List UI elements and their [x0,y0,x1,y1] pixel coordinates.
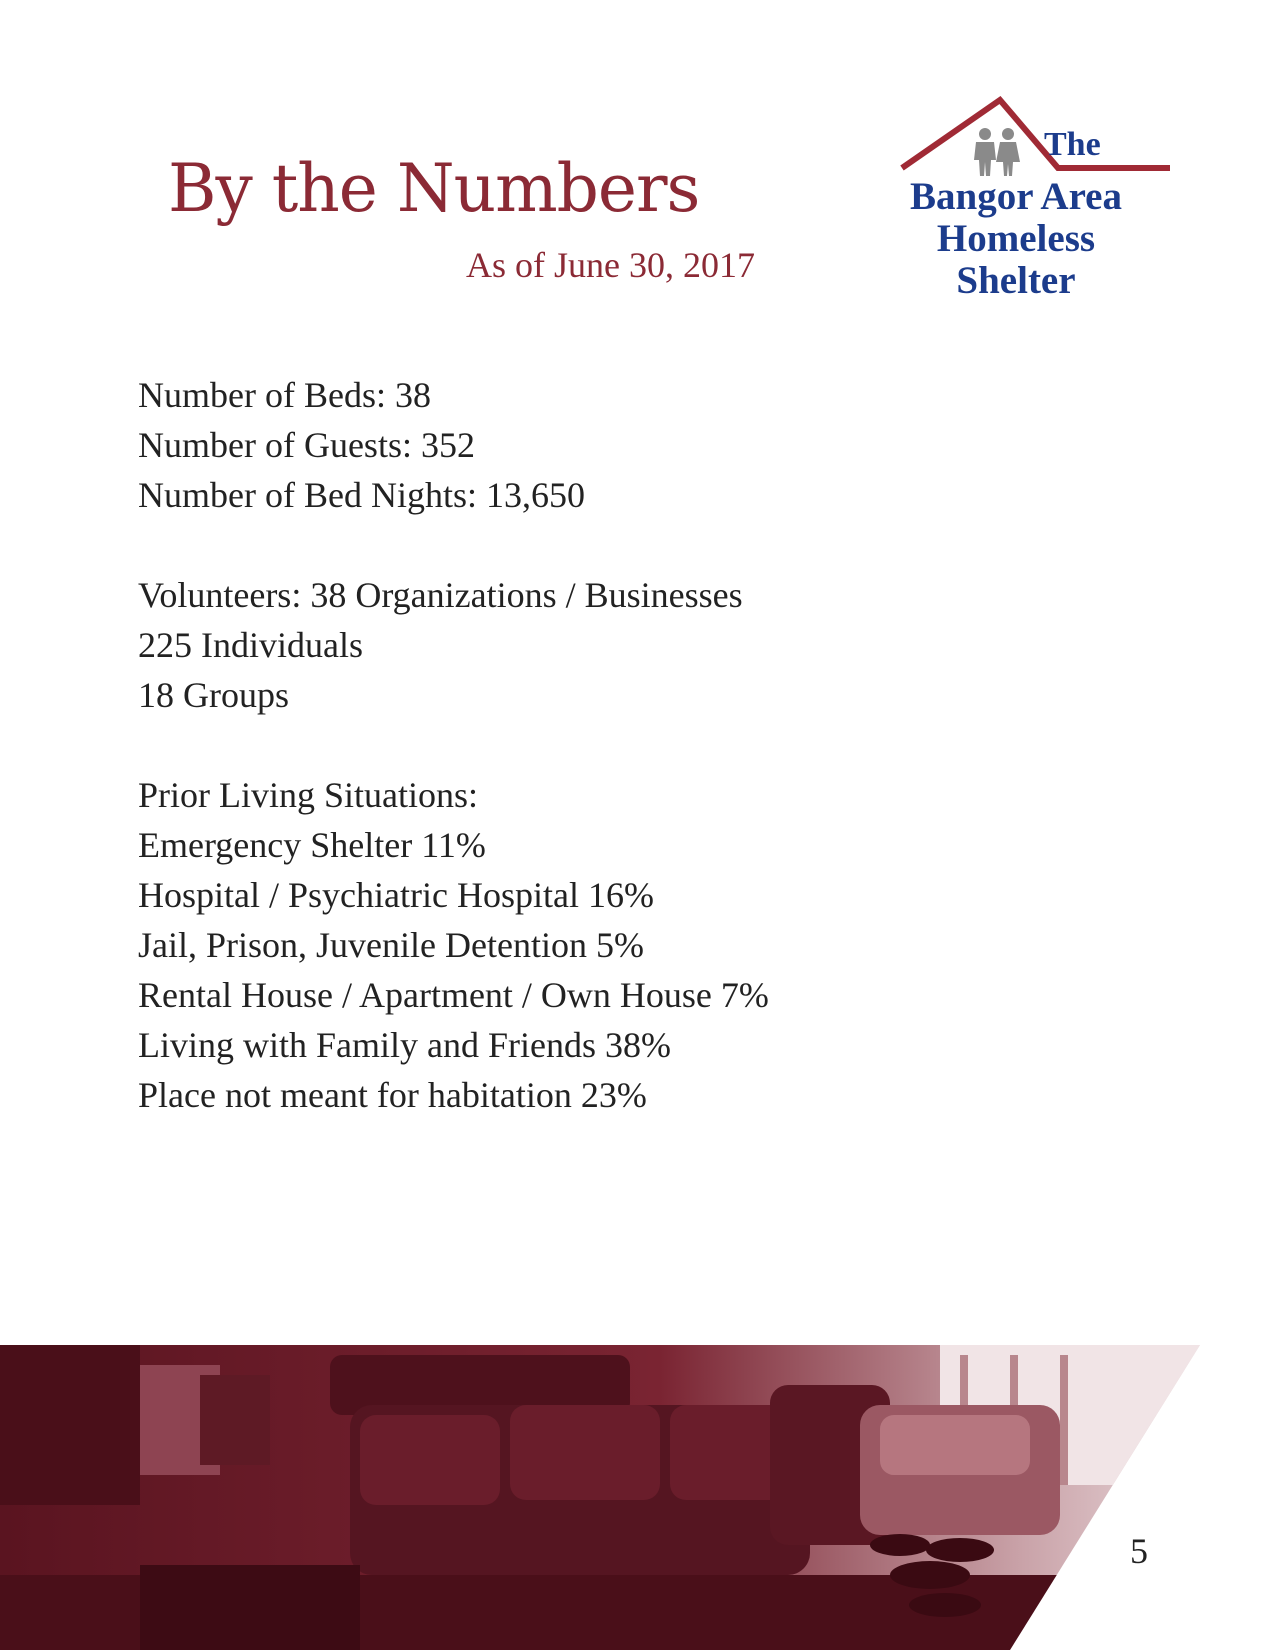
statistics-block [138,370,769,1120]
spacer [138,520,769,570]
volunteers-organizations: Volunteers: 38 Organizations / Businesses [138,575,743,615]
stat-bed-nights: Number of Bed Nights: 13,650 [138,475,585,515]
prior-living-item: Rental House / Apartment / Own House 7% [138,975,769,1015]
volunteers-individuals: 225 Individuals [138,625,363,665]
logo-the-text: The [1044,126,1101,163]
people-icon [974,128,1020,176]
stat-guests: Number of Guests: 352 [138,425,475,465]
volunteers-groups: 18 Groups [138,675,289,715]
shelter-living-room-photo [0,1345,1200,1650]
prior-living-item: Jail, Prison, Juvenile Detention 5% [138,925,644,965]
logo-name-line: Shelter [956,259,1076,302]
logo-name [900,176,1132,302]
page-number: 5 [1130,1531,1148,1571]
prior-living-item: Hospital / Psychiatric Hospital 16% [138,875,654,915]
prior-living-item: Place not meant for habitation 23% [138,1075,647,1115]
stat-beds: Number of Beds: 38 [138,375,431,415]
page-title: By the Numbers [168,150,700,227]
prior-living-heading: Prior Living Situations: [138,775,479,815]
prior-living-item: Emergency Shelter 11% [138,825,486,865]
spacer [138,720,769,770]
page-subtitle-date: As of June 30, 2017 [466,245,755,285]
logo-name-line: Bangor Area [910,175,1122,218]
logo-name-line: Homeless [936,217,1096,260]
prior-living-item: Living with Family and Friends 38% [138,1025,671,1065]
shelter-logo [900,96,1170,316]
